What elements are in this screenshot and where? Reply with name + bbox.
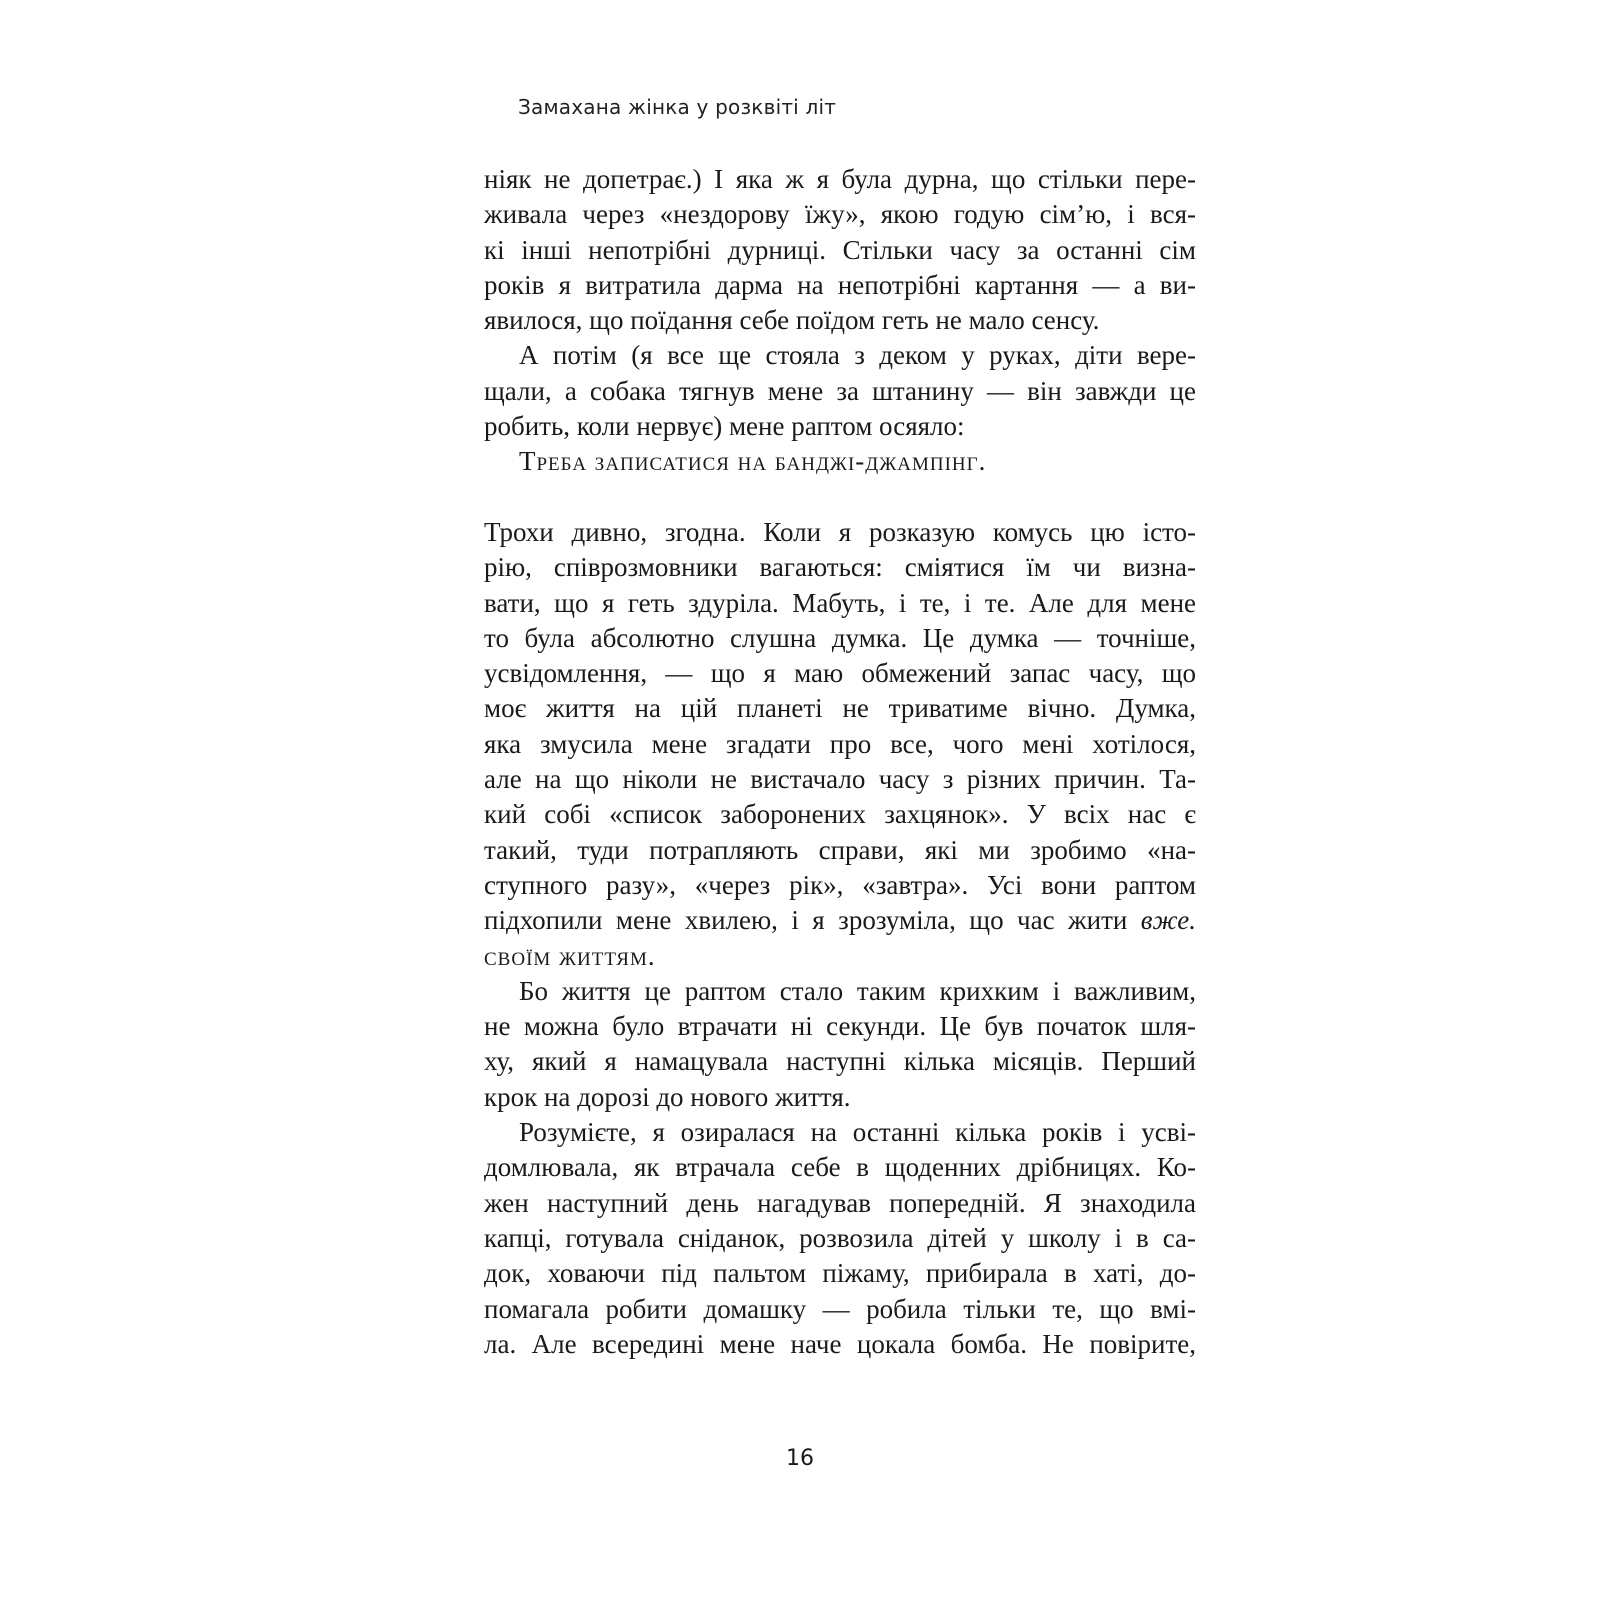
- text-line: такий, туди потрапляють справи, які ми зробимо «на-: [484, 834, 1196, 865]
- text-line: Бо життя це раптом стало таким крихким і важливим,: [519, 975, 1196, 1006]
- text-line: щали, а собака тягнув мене за штанину — він завжди це: [484, 375, 1196, 406]
- body-text: [484, 162, 1196, 1362]
- text-line: робить, коли нервує) мене раптом осяяло:: [484, 411, 965, 442]
- text-line: не можна було втрачати ні секунди. Це був початок шля-: [484, 1011, 1196, 1042]
- section-break: [484, 480, 1196, 515]
- text-line: своїм життям.: [484, 940, 656, 971]
- text-line: [484, 903, 1196, 938]
- text-line: жен наступний день нагадував попередній. Я знаходила: [484, 1187, 1196, 1218]
- text-line: живала через «нездорову їжу», якою годую сім’ю, і вся-: [484, 199, 1196, 230]
- text-line: явилося, що поїдання себе поїдом геть не мало сенсу.: [484, 305, 1100, 336]
- text-line: кий собі «список заборонених захцянок». У всіх нас є: [484, 799, 1196, 830]
- text-line: кі інші непотрібні дурниці. Стільки часу за останні сім: [484, 234, 1196, 265]
- text-line: крок на дорозі до нового життя.: [484, 1081, 851, 1112]
- italic-word: вже.: [1140, 905, 1196, 936]
- text-line: років я витратила дарма на непотрібні картання — а ви-: [484, 269, 1196, 300]
- text-line: ла. Але всередині мене наче цокала бомба. Не повірите,: [484, 1328, 1196, 1359]
- emphasis-line: Треба записатися на банджі-джампінг.: [519, 446, 987, 477]
- text-line-start: підхопили мене хвилею, і я зрозуміла, що час жити: [484, 905, 1141, 936]
- text-line: ху, який я намацувала наступні кілька місяців. Перший: [484, 1046, 1196, 1077]
- text-line: моє життя на цій планеті не триватиме вічно. Думка,: [484, 693, 1196, 724]
- page-number: 16: [786, 1446, 814, 1471]
- text-line: помагала робити домашку — робила тільки те, що вмі-: [484, 1293, 1196, 1324]
- text-line: то була абсолютно слушна думка. Це думка — точніше,: [484, 622, 1196, 653]
- text-line: рію, співрозмовники вагаються: сміятися їм чи визна-: [484, 552, 1196, 583]
- text-line: ступного разу», «через рік», «завтра». Усі вони раптом: [484, 869, 1196, 900]
- text-line: усвідомлення, — що я маю обмежений запас часу, що: [484, 658, 1196, 689]
- text-line: але на що ніколи не вистачало часу з різних причин. Та-: [484, 764, 1196, 795]
- text-line: капці, готувала сніданок, розвозила дітей у школу і в са-: [484, 1222, 1196, 1253]
- text-line: А потім (я все ще стояла з деком у руках, діти вере-: [519, 340, 1196, 371]
- running-header: Замахана жінка у розквіті літ: [518, 95, 837, 119]
- text-line: Розумієте, я озиралася на останні кілька років і усві-: [519, 1117, 1196, 1148]
- text-line: док, ховаючи під пальтом піжаму, прибирала в хаті, до-: [484, 1258, 1196, 1289]
- text-line: Трохи дивно, згодна. Коли я розказую комусь цю істо-: [484, 516, 1196, 547]
- text-line: яка змусила мене згадати про все, чого мені хотілося,: [484, 728, 1196, 759]
- text-line: домлювала, як втрачала себе в щоденних дрібницях. Ко-: [484, 1152, 1196, 1183]
- text-line: вати, що я геть здуріла. Мабуть, і те, і те. Але для мене: [484, 587, 1196, 618]
- text-line: ніяк не допетрає.) І яка ж я була дурна, що стільки пере-: [484, 164, 1196, 194]
